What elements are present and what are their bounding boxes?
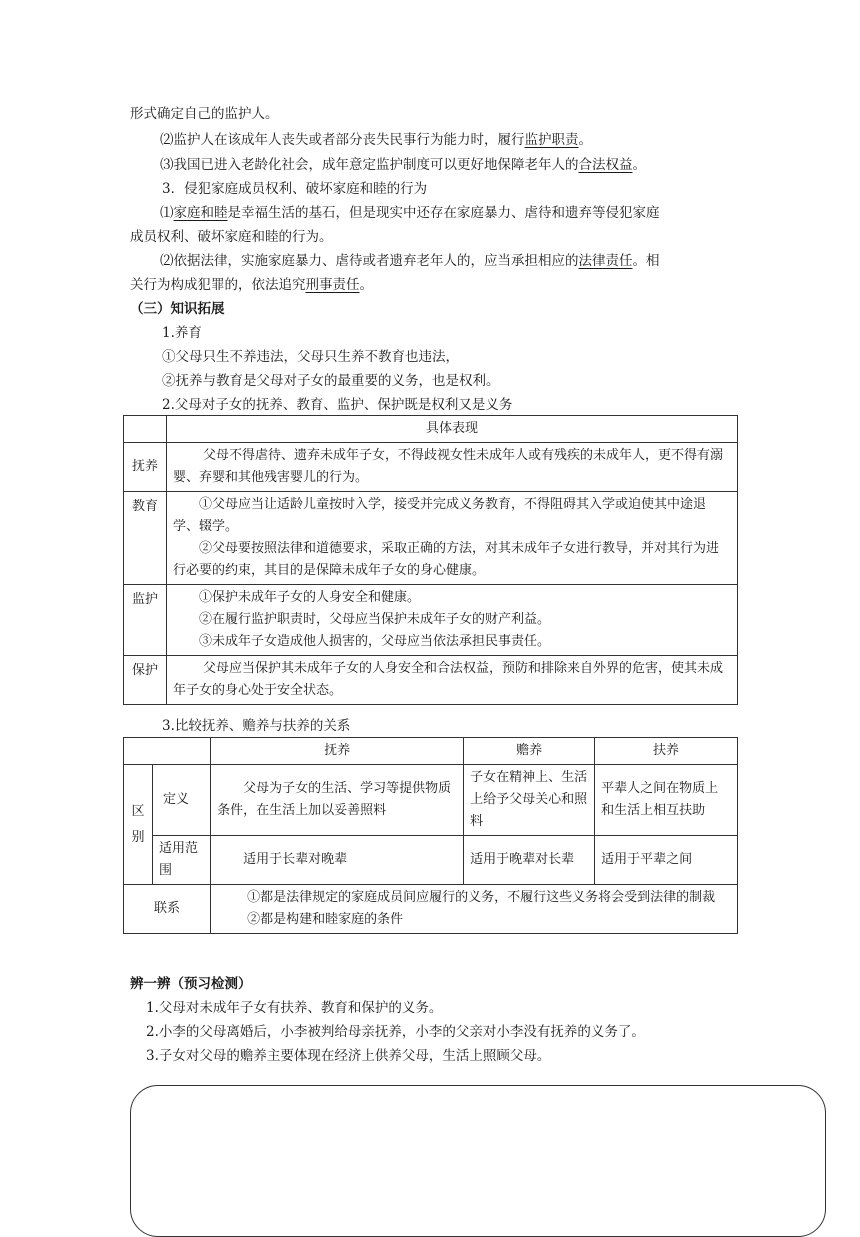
table-cell <box>167 656 738 705</box>
text: 关行为构成犯罪的，依法追究 <box>130 277 306 293</box>
table-row <box>124 885 738 934</box>
section-title: （三）知识拓展 <box>130 301 225 317</box>
text: ⑶我国已进入老龄化社会，成年意定监护制度可以更好地保障老年人的 <box>160 157 579 173</box>
table-cell: 子女在精神上、生活上给予父母关心和照料 <box>464 765 595 836</box>
cell-text: ②父母要按照法律和道德要求，采取正确的方法，对其未成年子女进行教导，并对其行为进行必要的约束，其目的是保障未成年子女的身心健康。 <box>173 541 720 578</box>
table-cell <box>124 416 167 443</box>
text: 。 <box>359 277 373 293</box>
row-label: 保护 <box>124 656 167 705</box>
item-1: 1.养育 <box>162 325 202 341</box>
item-3: 3.比较抚养、赡养与扶养的关系 <box>162 718 351 734</box>
underlined-term: 刑事责任 <box>305 277 360 293</box>
text: 。 <box>632 157 646 173</box>
row-label: 定义 <box>153 765 211 836</box>
table-cell <box>167 492 738 585</box>
table-cell: 适用于晚辈对长辈 <box>464 836 595 885</box>
column-header: 抚养 <box>211 738 464 765</box>
intro-paragraph-3 <box>160 155 646 175</box>
table-header-row <box>124 738 738 765</box>
underlined-term: 法律责任 <box>578 253 633 269</box>
table-cell: 适用于平辈之间 <box>595 836 738 885</box>
text: ⑴ <box>160 205 174 221</box>
intro-paragraph-5 <box>160 251 660 271</box>
text: 。相 <box>632 253 660 269</box>
check-title: 辨一辨（预习检测） <box>130 976 252 992</box>
table-row <box>124 836 738 885</box>
cell-text: ①都是法律规定的家庭成员间应履行的义务，不履行这些义务将会受到法律的制裁 <box>247 890 716 905</box>
question-1: 1.父母对未成年子女有扶养、教育和保护的义务。 <box>146 1000 443 1016</box>
answer-box <box>130 1085 826 1237</box>
row-group-label: 区别 <box>124 765 153 885</box>
cell-text: ②在履行监护职责时，父母应当保护未成年子女的财产利益。 <box>199 612 551 627</box>
comparison-table <box>123 737 738 934</box>
text: ⑵监护人在该成年人丧失或者部分丧失民事行为能力时，履行 <box>160 132 525 148</box>
underlined-term: 监护职责 <box>524 132 579 148</box>
intro-paragraph-4-cont: 成员权利、破坏家庭和睦的行为。 <box>130 229 333 245</box>
row-label: 适用范围 <box>153 836 211 885</box>
table-row <box>124 585 738 656</box>
intro-paragraph-4 <box>160 203 660 223</box>
table-cell <box>167 585 738 656</box>
duties-table <box>123 415 738 705</box>
intro-line-1: 形式确定自己的监护人。 <box>130 106 279 122</box>
table-row <box>124 443 738 492</box>
table-cell: 平辈人之间在物质上和生活上相互扶助 <box>595 765 738 836</box>
column-header: 扶养 <box>595 738 738 765</box>
intro-paragraph-5-cont <box>130 275 373 295</box>
table-cell <box>167 443 738 492</box>
underlined-term: 合法权益 <box>578 157 633 173</box>
underlined-term: 家庭和睦 <box>173 205 228 221</box>
table-row <box>124 656 738 705</box>
text: 是幸福生活的基石，但是现实中还存在家庭暴力、虐待和遗弃等侵犯家庭 <box>227 205 660 221</box>
table-cell: 适用于长辈对晚辈 <box>211 836 464 885</box>
cell-text: 父母不得虐待、遗弃未成年子女，不得歧视女性未成年人或有残疾的未成年人，更不得有溺婴、弃婴和其他残害婴儿的行为。 <box>173 448 724 485</box>
cell-text: 父母应当保护其未成年子女的人身安全和合法权益，预防和排除来自外界的危害，使其未成年子女的身心处于安全状态。 <box>173 661 724 698</box>
item-2: 2.父母对子女的抚养、教育、监护、保护既是权利又是义务 <box>162 397 513 413</box>
table-cell <box>124 738 211 765</box>
table-cell: 父母为子女的生活、学习等提供物质条件，在生活上加以妥善照料 <box>211 765 464 836</box>
text: ⑵依据法律，实施家庭暴力、虐待或者遗弃老年人的，应当承担相应的 <box>160 253 579 269</box>
row-label: 教育 <box>124 492 167 585</box>
row-label: 抚养 <box>124 443 167 492</box>
table-cell <box>211 885 738 934</box>
heading-3: 3．侵犯家庭成员权利、破坏家庭和睦的行为 <box>162 181 428 197</box>
cell-text: ①父母应当让适龄儿童按时入学，接受并完成义务教育，不得阻碍其入学或迫使其中途退学、辍学。 <box>173 497 707 534</box>
intro-paragraph-2 <box>160 130 592 150</box>
cell-text: ②都是构建和睦家庭的条件 <box>247 912 404 927</box>
column-header: 赡养 <box>464 738 595 765</box>
table-header-cell: 具体表现 <box>167 416 738 443</box>
cell-text: ①保护未成年子女的人身安全和健康。 <box>199 590 421 605</box>
table-row <box>124 492 738 585</box>
row-label: 监护 <box>124 585 167 656</box>
table-header-row <box>124 416 738 443</box>
table-row <box>124 765 738 836</box>
row-label: 联系 <box>124 885 211 934</box>
question-3: 3.子女对父母的赡养主要体现在经济上供养父母，生活上照顾父母。 <box>146 1048 551 1064</box>
item-1a: ①父母只生不养违法，父母只生养不教育也违法， <box>162 349 459 365</box>
question-2: 2.小李的父母离婚后，小李被判给母亲抚养，小李的父亲对小李没有抚养的义务了。 <box>146 1024 645 1040</box>
item-1b: ②抚养与教育是父母对子女的最重要的义务，也是权利。 <box>162 373 500 389</box>
text: 。 <box>578 132 592 148</box>
cell-text: ③未成年子女造成他人损害的，父母应当依法承担民事责任。 <box>199 634 551 649</box>
